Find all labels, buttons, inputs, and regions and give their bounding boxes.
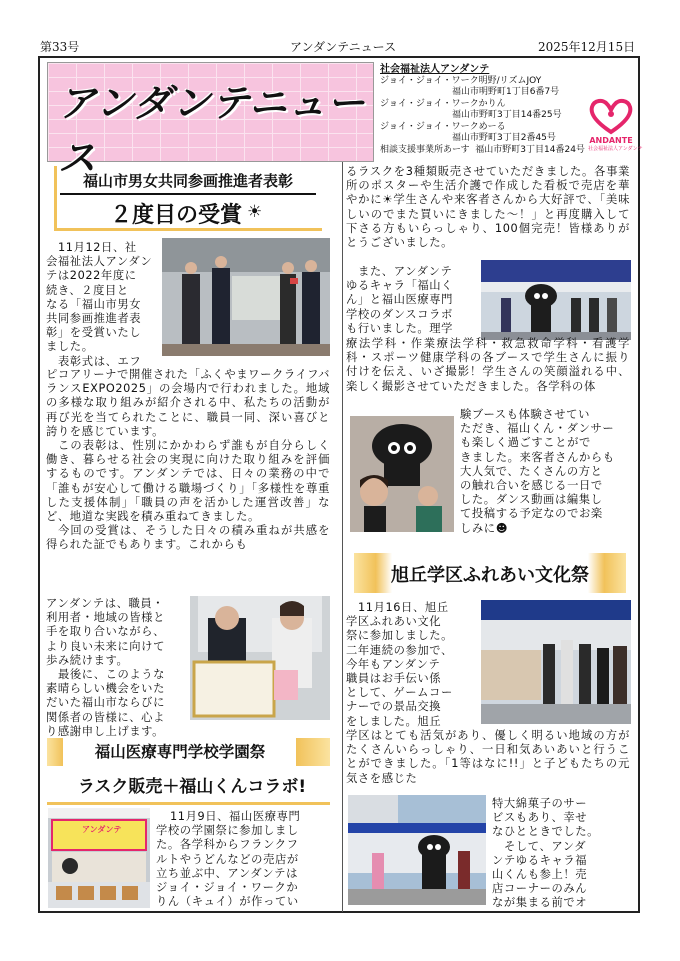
org-address: 福山市野町3丁目14番25号 [452,110,562,120]
article2-body: 11月9日、福山医療専門 学校の学園祭に参加しまし た。各学科からフランクフ ルトやうどんなどの売店が 立ち並ぶ中、アンダンテは ジョイ・ジョイ・ワークか りん（キュイ）が作ってい [156,810,301,909]
school-festival-booth-photo [48,808,150,908]
column-divider [342,162,343,912]
right-column-experience: 験ブースも体験させてい ただき、福山くん・ダンサー も楽しく過ごすことがで きました。来客者さんからも 大人気で、たくさんの方と の触れ合いを感じる一日で した。ダンス動画は編集し て投稿する予定なのでお楽 しみに☻ [460,408,615,535]
org-name: 社会福祉法人アンダンテ [380,64,490,75]
article2-kicker: 福山医療専門学校学園祭 [94,743,266,761]
article1-closing: アンダンテは、職員・ 利用者・地域の皆様と 手を取り合いながら、 より良い未来に向けて 歩み続けます。 最後に、このような 素晴らしい機会をいた だいた福山市ならびに 関係者の皆様に、心よ り感謝申し上げます。 [46,597,166,738]
right-column-text-mid: 療法学科・作業療法学科・救急救命学科・看護学科・スポーツ健康学科の各ブースで学生さんに振り付けを伝え、いざ撮影！学生さんの笑顔溢れる中、楽しく撮影させていただきました。各学科の体 [346,337,630,393]
sun-icon: ☀ [247,202,263,222]
org-address: 福山市明野町1丁目6番7号 [452,87,560,97]
brush-stroke-right [296,738,330,766]
award-ceremony-photo [162,238,330,356]
issue-date: 2025年12月15日 [538,40,636,54]
students-with-mascot-photo [350,416,454,532]
org-line: ジョイ・ジョイ・ワークめーる [380,121,506,132]
right-column-collab: また、アンダンテ ゆるキャラ「福山く ん」と福山医療専門 学校のダンスコラボ も行いました。理学 [346,265,454,335]
article3-title: 旭丘学区ふれあい文化祭 [391,565,589,586]
article1-intro: 11月12日、社 会福祉法人アンダン テは2022年度に 続き、２度目と なる「福山市男女 共同参画推進者表 彰」を受賞いたし ました。 表彰式は、エフ [46,241,153,368]
mascot-at-festival-photo [348,795,486,905]
org-line: ジョイ・ジョイ・ワーク明野/リズムJOY [380,75,542,86]
article1-kicker: 福山市男女共同参画推進者表彰 [60,170,316,195]
article1-body: ピコアリーナで開催された「ふくやまワークライフバランスEXPO2025」の会場内で行われました。地域の多様な取り組みが紹介される中、私たちの活動が再び光を当てられたことに、職員一同、深い喜びと誇りを感じています。 この表彰は、性別にかかわらず誰もが自分らしく働き、暮らせる社会の実現に向けた取り組みを評価するものです。アンダンテでは、日々の業務の中で「誰もが安心して働ける職場づくり」「多様性を尊重した支援体制」「職員の声を活かした運営改善」など、地道な実践を積み重ねてきました。 今回の受賞は、そうした日々の積み重ねが共感を得られた証でもあります。これからも [46,368,330,552]
org-line: 相談支援事業所あーす [380,144,470,155]
andante-logo [588,96,643,152]
heart-logo-icon [588,96,634,136]
article1-title: ２度目の受賞 [110,203,243,228]
logo-text: ANDANTE [589,136,633,145]
org-address: 福山市野町3丁目14番24号 [475,144,585,155]
issue-number: 第33号 [40,40,80,54]
org-line: ジョイ・ジョイ・ワークかりん [380,98,506,109]
article2-title: ラスク販売＋福山くんコラボ! [77,777,307,797]
newsletter-title: アンダンテニュース [58,81,366,180]
logo-sub: 社会福祉法人アンダンテ [588,146,643,152]
header-title: アンダンテニュース [290,40,397,54]
article3-body: 学区はとても活気があり、優しく明るい地域の方がたくさんいらっしゃり、一日和気あいあいと行うことができました。「1等はなに!!」と子どもたちの元気さを感じた [346,729,630,785]
article3-intro: 11月16日、旭丘 学区ふれあい文化 祭に参加しました。 二年連続の参加で、 今年もアンダンテ 職員はお手伝い係 として、ゲームコー ナーでの景品交換 をしました。旭丘 [346,601,454,728]
brush-stroke-left [47,738,63,766]
article3-closing: 特大綿菓子のサー ビスもあり、幸せ なひとときでした。 そして、アンダ ンテゆるキャラ福 山くんも参上！売 店コーナーのみん なが集まる前でオ [492,797,600,910]
org-address: 福山市野町3丁目2番45号 [452,133,556,143]
award-certificate-photo [190,596,330,720]
right-column-text-top: るラスクを3種類販売させていただきました。各事業所のポスターや生活介護で作成した看板で売店を華やかに☀学生さんや来客者さんから大好評で、「美味しいのでまた買いにきました～！」と再度購入して下さる方もいらっしゃり、100個完売！皆様ありがとうございました。 [346,165,630,250]
culture-festival-photo [481,600,631,724]
mascot-dance-photo [481,260,631,340]
booth-sign: アンダンテ [82,825,122,834]
